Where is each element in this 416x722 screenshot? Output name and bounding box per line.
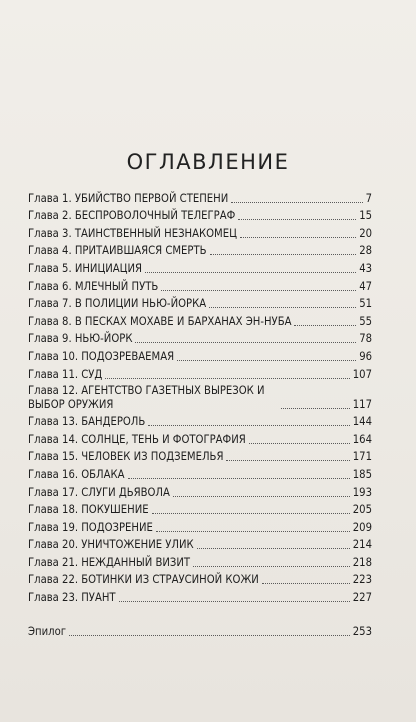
toc-entry — [28, 429, 372, 447]
toc-entry-title: Глава 8. В ПЕСКАХ МОХАВЕ И БАРХАНАХ ЭН-НУБА — [28, 314, 292, 328]
toc-entry — [28, 311, 372, 329]
page-title: ОГЛАВЛЕНИЕ — [126, 150, 290, 174]
toc-entry — [28, 276, 372, 294]
toc-entry-page: 171 — [352, 450, 372, 464]
toc-entry-title: Глава 18. ПОКУШЕНИЕ — [28, 503, 149, 517]
toc-entry-page: 15 — [359, 209, 372, 223]
toc-entry — [28, 535, 372, 553]
toc-entry-title: Глава 4. ПРИТАИВШАЯСЯ СМЕРТЬ — [28, 244, 207, 258]
toc-entry — [28, 206, 372, 224]
toc-entry-page: 205 — [352, 503, 372, 517]
dot-leader — [152, 513, 350, 514]
toc-entry-title: Глава 16. ОБЛАКА — [28, 467, 125, 481]
dot-leader — [119, 601, 350, 602]
dot-leader — [210, 254, 357, 255]
toc-entry-page: 78 — [359, 332, 372, 346]
dot-leader — [148, 425, 349, 426]
toc-entry-title: Глава 15. ЧЕЛОВЕК ИЗ ПОДЗЕМЕЛЬЯ — [28, 450, 224, 464]
toc-entry-page: 223 — [352, 573, 372, 587]
toc-entry-page: 253 — [352, 624, 372, 638]
toc-entry — [28, 346, 372, 364]
toc-entry — [28, 570, 372, 588]
toc-entry — [28, 258, 372, 276]
dot-leader — [161, 290, 356, 291]
toc-entry — [28, 364, 372, 382]
toc-entry — [28, 482, 372, 500]
toc-entry — [28, 188, 372, 206]
toc-entry-page: 96 — [359, 349, 372, 363]
toc-entry-title: Эпилог — [28, 624, 67, 638]
toc-entry-title: Глава 12. АГЕНТСТВО ГАЗЕТНЫХ ВЫРЕЗОК И ВЫБОР ОРУЖИЯ — [28, 383, 265, 411]
toc-entry — [28, 241, 372, 259]
toc-entry-title: Глава 19. ПОДОЗРЕНИЕ — [28, 520, 153, 534]
toc-entry-page: 164 — [352, 432, 372, 446]
dot-leader — [193, 566, 350, 567]
toc-entry-title: Глава 9. НЬЮ-ЙОРК — [28, 332, 133, 346]
spacer — [28, 605, 372, 621]
toc-entry-page: 209 — [352, 520, 372, 534]
toc-entry — [28, 552, 372, 570]
toc-entry-page: 51 — [359, 297, 372, 311]
dot-leader — [177, 360, 356, 361]
toc-entry-title: Глава 7. В ПОЛИЦИИ НЬЮ-ЙОРКА — [28, 297, 207, 311]
toc-entry-page: 107 — [352, 367, 372, 381]
toc-entry-title: Глава 21. НЕЖДАННЫЙ ВИЗИТ — [28, 555, 191, 569]
toc-entry-title: Глава 13. БАНДЕРОЛЬ — [28, 415, 146, 429]
toc-entry — [28, 447, 372, 465]
dot-leader — [209, 307, 356, 308]
toc-entry-page: 55 — [359, 314, 372, 328]
dot-leader — [240, 237, 356, 238]
toc-entry-title: Глава 23. ПУАНТ — [28, 591, 116, 605]
dot-leader — [173, 496, 350, 497]
toc-entry-epilogue — [28, 621, 372, 639]
toc-entry — [28, 294, 372, 312]
dot-leader — [105, 378, 350, 379]
toc-entry-page: 227 — [352, 591, 372, 605]
bleed-through-text — [30, 28, 390, 42]
toc-entry-page: 43 — [359, 261, 372, 275]
toc-entry-title: Глава 3. ТАИНСТВЕННЫЙ НЕЗНАКОМЕЦ — [28, 226, 237, 240]
toc-entry — [28, 329, 372, 347]
toc-entry-title: Глава 2. БЕСПРОВОЛОЧНЫЙ ТЕЛЕГРАФ — [28, 209, 236, 223]
toc-entry-title: Глава 10. ПОДОЗРЕВАЕМАЯ — [28, 349, 175, 363]
dot-leader — [249, 443, 350, 444]
toc-entry-title: Глава 20. УНИЧТОЖЕНИЕ УЛИК — [28, 538, 194, 552]
toc-entry — [28, 382, 372, 412]
toc-entry-title: Глава 5. ИНИЦИАЦИЯ — [28, 261, 143, 275]
dot-leader — [69, 635, 350, 636]
toc-entry-title: Глава 17. СЛУГИ ДЬЯВОЛА — [28, 485, 170, 499]
toc-entry-page: 144 — [352, 415, 372, 429]
toc-entry-page: 193 — [352, 485, 372, 499]
dot-leader — [156, 531, 350, 532]
toc-entry-page: 185 — [352, 467, 372, 481]
toc-entry — [28, 587, 372, 605]
dot-leader — [231, 202, 362, 203]
toc-entry-page: 214 — [352, 538, 372, 552]
dot-leader — [135, 342, 356, 343]
toc-entry — [28, 500, 372, 518]
dot-leader — [238, 219, 356, 220]
toc-entry-title: Глава 1. УБИЙСТВО ПЕРВОЙ СТЕПЕНИ — [28, 191, 229, 205]
dot-leader — [262, 583, 350, 584]
toc-entry-title: Глава 14. СОЛНЦЕ, ТЕНЬ И ФОТОГРАФИЯ — [28, 432, 246, 446]
toc-entry-page: 218 — [352, 555, 372, 569]
toc-entry-page: 47 — [359, 279, 372, 293]
toc-entry — [28, 412, 372, 430]
toc-entry-page: 28 — [359, 244, 372, 258]
toc-entry — [28, 223, 372, 241]
dot-leader — [294, 325, 356, 326]
toc-entry-page: 117 — [352, 397, 372, 411]
toc-entry — [28, 464, 372, 482]
dot-leader — [281, 408, 350, 409]
table-of-contents — [28, 188, 372, 639]
dot-leader — [145, 272, 356, 273]
dot-leader — [128, 478, 350, 479]
toc-entry-page: 7 — [365, 191, 372, 205]
toc-entry — [28, 517, 372, 535]
toc-entry-title: Глава 22. БОТИНКИ ИЗ СТРАУСИНОЙ КОЖИ — [28, 573, 259, 587]
toc-entry-page: 20 — [359, 226, 372, 240]
dot-leader — [226, 460, 349, 461]
toc-entry-title: Глава 11. СУД — [28, 367, 103, 381]
dot-leader — [197, 548, 350, 549]
toc-entry-title: Глава 6. МЛЕЧНЫЙ ПУТЬ — [28, 279, 159, 293]
